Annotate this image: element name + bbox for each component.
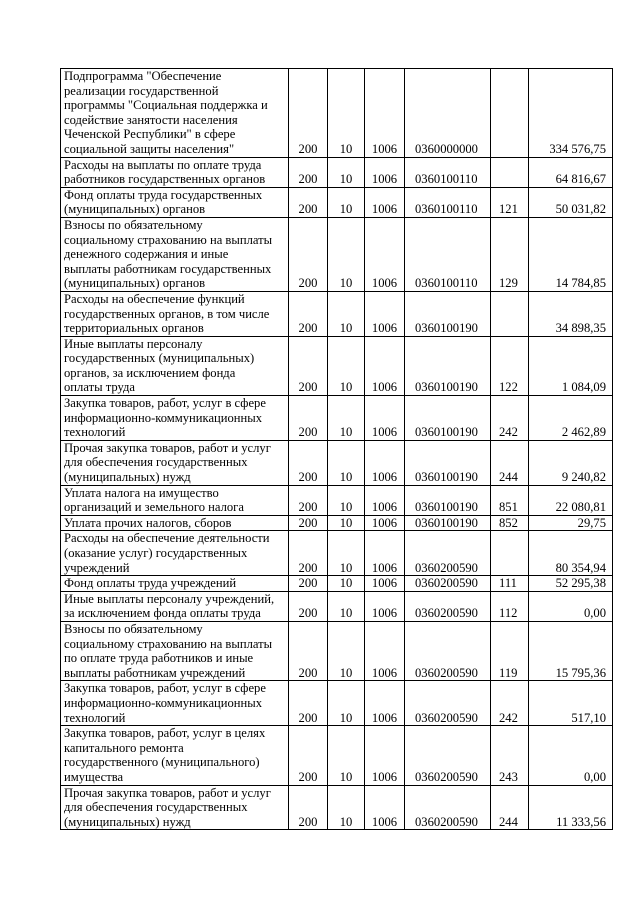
row-amount: 517,10 (529, 681, 613, 726)
table-row (61, 69, 613, 158)
row-section-code: 10 (328, 576, 365, 592)
row-subsection-code: 1006 (365, 69, 405, 158)
table-row (61, 591, 613, 621)
row-section-code: 10 (328, 621, 365, 680)
row-ved-code: 200 (289, 157, 328, 187)
row-subsection-code: 1006 (365, 681, 405, 726)
row-expense-type-code: 243 (491, 726, 529, 785)
row-ved-code: 200 (289, 621, 328, 680)
row-name: Уплата прочих налогов, сборов (61, 515, 289, 531)
row-name: Прочая закупка товаров, работ и услуг для обеспечения государственных (муниципальных) нужд (61, 785, 289, 830)
row-ved-code: 200 (289, 440, 328, 485)
row-subsection-code: 1006 (365, 217, 405, 291)
row-amount: 334 576,75 (529, 69, 613, 158)
row-amount: 22 080,81 (529, 485, 613, 515)
row-section-code: 10 (328, 157, 365, 187)
row-expense-type-code (491, 531, 529, 576)
row-section-code: 10 (328, 440, 365, 485)
row-amount: 1 084,09 (529, 336, 613, 395)
row-subsection-code: 1006 (365, 485, 405, 515)
row-name: Фонд оплаты труда учреждений (61, 576, 289, 592)
table-row (61, 187, 613, 217)
row-target-code: 0360200590 (405, 726, 491, 785)
row-ved-code: 200 (289, 681, 328, 726)
row-ved-code: 200 (289, 336, 328, 395)
row-target-code: 0360200590 (405, 576, 491, 592)
table-row (61, 396, 613, 441)
row-target-code: 0360100110 (405, 187, 491, 217)
row-name: Расходы на обеспечение деятельности (оказание услуг) государственных учреждений (61, 531, 289, 576)
row-section-code: 10 (328, 591, 365, 621)
row-target-code: 0360200590 (405, 681, 491, 726)
row-expense-type-code: 244 (491, 440, 529, 485)
row-subsection-code: 1006 (365, 576, 405, 592)
row-ved-code: 200 (289, 591, 328, 621)
budget-table-body (61, 69, 613, 830)
row-expense-type-code: 119 (491, 621, 529, 680)
row-section-code: 10 (328, 785, 365, 830)
row-target-code: 0360200590 (405, 621, 491, 680)
row-target-code: 0360100190 (405, 485, 491, 515)
row-expense-type-code (491, 157, 529, 187)
row-subsection-code: 1006 (365, 726, 405, 785)
row-subsection-code: 1006 (365, 187, 405, 217)
row-name: Фонд оплаты труда государственных (муниципальных) органов (61, 187, 289, 217)
row-ved-code: 200 (289, 531, 328, 576)
row-target-code: 0360200590 (405, 591, 491, 621)
row-target-code: 0360100190 (405, 291, 491, 336)
row-target-code: 0360100190 (405, 396, 491, 441)
row-section-code: 10 (328, 726, 365, 785)
row-expense-type-code: 852 (491, 515, 529, 531)
table-row (61, 681, 613, 726)
row-expense-type-code: 122 (491, 336, 529, 395)
row-name: Расходы на выплаты по оплате труда работников государственных органов (61, 157, 289, 187)
table-row (61, 726, 613, 785)
row-amount: 29,75 (529, 515, 613, 531)
row-name: Иные выплаты персоналу государственных (муниципальных) органов, за исключением фонда оплаты труда (61, 336, 289, 395)
row-name: Закупка товаров, работ, услуг в сфере информационно-коммуникационных технологий (61, 396, 289, 441)
row-expense-type-code: 121 (491, 187, 529, 217)
row-section-code: 10 (328, 291, 365, 336)
row-subsection-code: 1006 (365, 621, 405, 680)
row-target-code: 0360200590 (405, 785, 491, 830)
row-subsection-code: 1006 (365, 336, 405, 395)
row-expense-type-code: 112 (491, 591, 529, 621)
row-section-code: 10 (328, 531, 365, 576)
row-amount: 34 898,35 (529, 291, 613, 336)
row-target-code: 0360000000 (405, 69, 491, 158)
row-name: Подпрограмма "Обеспечение реализации государственной программы "Социальная поддержка и содействие занятости населения Чеченской Республики" в сфере социальной защиты населения" (61, 69, 289, 158)
row-subsection-code: 1006 (365, 291, 405, 336)
row-amount: 52 295,38 (529, 576, 613, 592)
row-subsection-code: 1006 (365, 157, 405, 187)
row-subsection-code: 1006 (365, 515, 405, 531)
row-expense-type-code: 242 (491, 396, 529, 441)
row-amount: 9 240,82 (529, 440, 613, 485)
row-section-code: 10 (328, 336, 365, 395)
row-expense-type-code: 129 (491, 217, 529, 291)
table-row (61, 157, 613, 187)
row-amount: 15 795,36 (529, 621, 613, 680)
table-row (61, 576, 613, 592)
row-ved-code: 200 (289, 726, 328, 785)
row-name: Закупка товаров, работ, услуг в целях капитального ремонта государственного (муниципального) имущества (61, 726, 289, 785)
row-amount: 0,00 (529, 726, 613, 785)
row-expense-type-code (491, 69, 529, 158)
row-target-code: 0360200590 (405, 531, 491, 576)
row-ved-code: 200 (289, 217, 328, 291)
row-name: Прочая закупка товаров, работ и услуг для обеспечения государственных (муниципальных) нужд (61, 440, 289, 485)
table-row (61, 291, 613, 336)
row-ved-code: 200 (289, 785, 328, 830)
row-ved-code: 200 (289, 187, 328, 217)
row-subsection-code: 1006 (365, 785, 405, 830)
row-target-code: 0360100110 (405, 157, 491, 187)
row-expense-type-code: 242 (491, 681, 529, 726)
row-section-code: 10 (328, 515, 365, 531)
row-amount: 50 031,82 (529, 187, 613, 217)
row-name: Расходы на обеспечение функций государственных органов, в том числе территориальных органов (61, 291, 289, 336)
row-ved-code: 200 (289, 69, 328, 158)
row-name: Иные выплаты персоналу учреждений, за исключением фонда оплаты труда (61, 591, 289, 621)
row-section-code: 10 (328, 217, 365, 291)
row-section-code: 10 (328, 681, 365, 726)
row-amount: 80 354,94 (529, 531, 613, 576)
row-target-code: 0360100190 (405, 515, 491, 531)
table-row (61, 785, 613, 830)
row-target-code: 0360100110 (405, 217, 491, 291)
table-row (61, 621, 613, 680)
table-row (61, 217, 613, 291)
row-target-code: 0360100190 (405, 440, 491, 485)
table-row (61, 336, 613, 395)
row-subsection-code: 1006 (365, 396, 405, 441)
row-target-code: 0360100190 (405, 336, 491, 395)
row-expense-type-code: 244 (491, 785, 529, 830)
row-amount: 2 462,89 (529, 396, 613, 441)
table-row (61, 440, 613, 485)
table-row (61, 485, 613, 515)
row-amount: 64 816,67 (529, 157, 613, 187)
row-amount: 14 784,85 (529, 217, 613, 291)
row-section-code: 10 (328, 69, 365, 158)
row-ved-code: 200 (289, 515, 328, 531)
row-expense-type-code: 851 (491, 485, 529, 515)
row-ved-code: 200 (289, 396, 328, 441)
row-name: Взносы по обязательному социальному страхованию на выплаты по оплате труда работников и иные выплаты работникам учреждений (61, 621, 289, 680)
row-ved-code: 200 (289, 485, 328, 515)
row-expense-type-code: 111 (491, 576, 529, 592)
row-amount: 0,00 (529, 591, 613, 621)
row-section-code: 10 (328, 187, 365, 217)
budget-table (60, 68, 613, 830)
row-name: Уплата налога на имущество организаций и земельного налога (61, 485, 289, 515)
row-amount: 11 333,56 (529, 785, 613, 830)
row-subsection-code: 1006 (365, 591, 405, 621)
row-name: Закупка товаров, работ, услуг в сфере информационно-коммуникационных технологий (61, 681, 289, 726)
table-row (61, 515, 613, 531)
row-ved-code: 200 (289, 576, 328, 592)
row-subsection-code: 1006 (365, 531, 405, 576)
row-subsection-code: 1006 (365, 440, 405, 485)
row-name: Взносы по обязательному социальному страхованию на выплаты денежного содержания и иные выплаты работникам государственных (муниципальных) органов (61, 217, 289, 291)
row-expense-type-code (491, 291, 529, 336)
row-ved-code: 200 (289, 291, 328, 336)
row-section-code: 10 (328, 396, 365, 441)
table-row (61, 531, 613, 576)
row-section-code: 10 (328, 485, 365, 515)
